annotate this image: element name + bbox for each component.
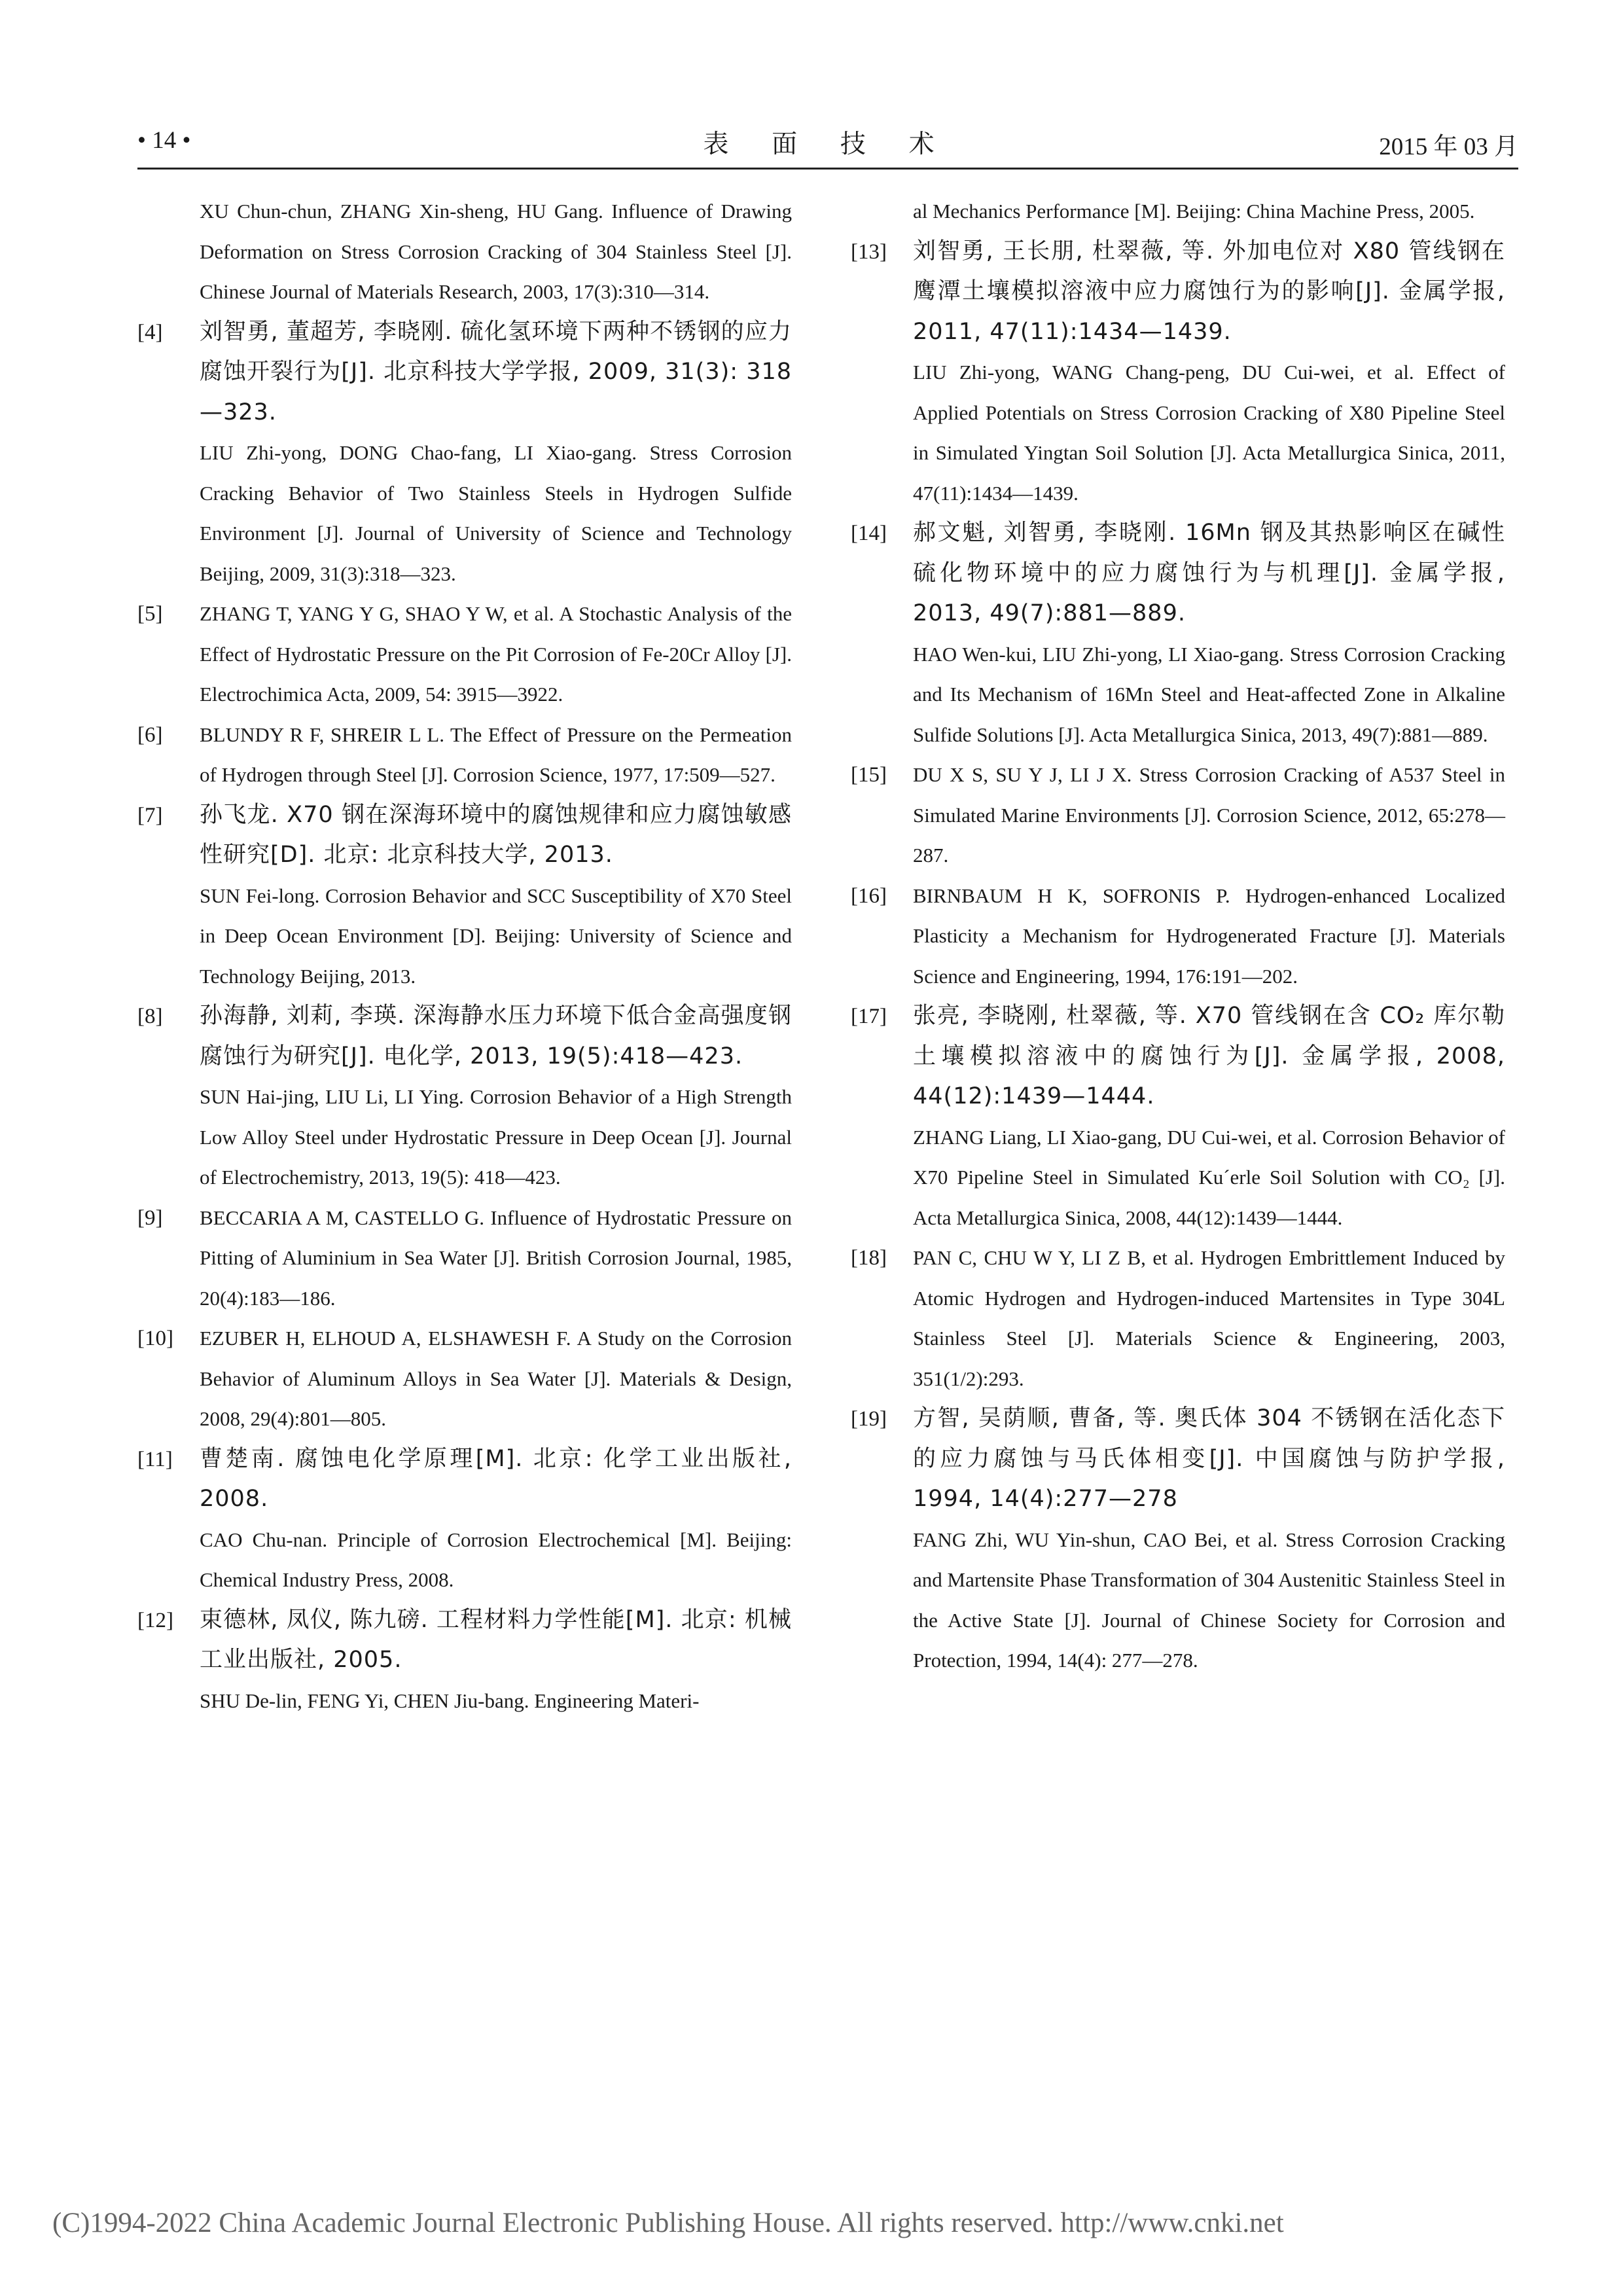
header-rule <box>137 168 1518 170</box>
reference-text-english: SHU De-lin, FENG Yi, CHEN Jiu-bang. Engineering Materi- <box>200 1689 700 1712</box>
reference-column-left <box>137 191 792 1721</box>
reference-text-english: ZHANG T, YANG Y G, SHAO Y W, et al. A Stochastic Analysis of the Effect of Hydrostatic Pressure on the Pit Corrosion of Fe-20Cr Alloy [J]. Electrochimica Acta, 2009, 54: 3915—3922. <box>200 602 792 706</box>
reference-entry <box>137 795 792 997</box>
reference-number: [7] <box>137 803 163 827</box>
reference-column-right <box>851 191 1505 1681</box>
reference-text-english: LIU Zhi-yong, DONG Chao-fang, LI Xiao-gang. Stress Corrosion Cracking Behavior of Two Stainless Steels in Hydrogen Sulfide Environment [J]. Journal of University of Science and Technology Beijing, 2009, 31(3):318—323. <box>200 441 792 585</box>
reference-text-chinese: 孙海静, 刘莉, 李瑛. 深海静水压力环境下低合金高强度钢腐蚀行为研究[J]. 电化学, 2013, 19(5):418—423. <box>200 1003 792 1069</box>
reference-text-english: XU Chun-chun, ZHANG Xin-sheng, HU Gang. Influence of Drawing Deformation on Stress Corrosion Cracking of 304 Stainless Steel [J]. Chinese Journal of Materials Research, 2003, 17(3):310—314. <box>200 200 792 303</box>
reference-text-english: DU X S, SU Y J, LI J X. Stress Corrosion Cracking of A537 Steel in Simulated Marine Environments [J]. Corrosion Science, 2012, 65:278—287. <box>913 763 1505 867</box>
reference-number: [19] <box>851 1407 887 1431</box>
reference-entry <box>137 1318 792 1439</box>
page-number: • 14 • <box>137 127 191 154</box>
reference-text-english: LIU Zhi-yong, WANG Chang-peng, DU Cui-wei, et al. Effect of Applied Potentials on Stress Corrosion Cracking of X80 Pipeline Steel in Simulated Yingtan Soil Solution [J]. Acta Metallurgica Sinica, 2011, 47(11):1434—1439. <box>913 361 1505 505</box>
reference-number: [4] <box>137 320 163 344</box>
reference-entry <box>137 1198 792 1319</box>
reference-text-english: FANG Zhi, WU Yin-shun, CAO Bei, et al. Stress Corrosion Cracking and Martensite Phase Transformation of 304 Austenitic Stainless Steel in the Active State [J]. Journal of Chinese Society for Corrosion and Protection, 1994, 14(4): 277—278. <box>913 1528 1505 1672</box>
reference-entry <box>137 1600 792 1721</box>
journal-title: 表 面 技 术 <box>703 130 953 158</box>
reference-text-chinese: 孙飞龙. X70 钢在深海环境中的腐蚀规律和应力腐蚀敏感性研究[D]. 北京: 北京科技大学, 2013. <box>200 801 792 868</box>
reference-entry <box>851 513 1505 755</box>
reference-entry <box>913 191 1505 232</box>
reference-text-english: HAO Wen-kui, LIU Zhi-yong, LI Xiao-gang. Stress Corrosion Cracking and Its Mechanism of 16Mn Steel and Heat-affected Zone in Alkaline Sulfide Solutions [J]. Acta Metallurgica Sinica, 2013, 49(7):881—889. <box>913 642 1505 746</box>
reference-number: [12] <box>137 1608 173 1632</box>
reference-number: [18] <box>851 1246 887 1270</box>
reference-text-chinese: 刘智勇, 王长朋, 杜翠薇, 等. 外加电位对 X80 管线钢在鹰潭土壤模拟溶液中应力腐蚀行为的影响[J]. 金属学报, 2011, 47(11):1434—1439. <box>913 238 1505 345</box>
reference-entry <box>851 232 1505 514</box>
page-header <box>137 121 1518 167</box>
reference-entry <box>137 312 792 594</box>
reference-entry <box>851 755 1505 876</box>
reference-entry <box>137 996 792 1198</box>
reference-entry <box>137 715 792 795</box>
reference-text-english: al Mechanics Performance [M]. Beijing: China Machine Press, 2005. <box>913 200 1475 223</box>
reference-entry <box>137 1439 792 1600</box>
reference-entry <box>200 191 792 312</box>
reference-number: [11] <box>137 1447 173 1471</box>
reference-entry <box>137 594 792 715</box>
reference-text-chinese: 郝文魁, 刘智勇, 李晓刚. 16Mn 钢及其热影响区在碱性硫化物环境中的应力腐蚀行为与机理[J]. 金属学报, 2013, 49(7):881—889. <box>913 520 1505 626</box>
reference-entry <box>851 1399 1505 1681</box>
reference-number: [16] <box>851 884 887 908</box>
reference-number: [6] <box>137 723 163 747</box>
reference-text-english: BLUNDY R F, SHREIR L L. The Effect of Pressure on the Permeation of Hydrogen through Steel [J]. Corrosion Science, 1977, 17:509—527. <box>200 723 792 786</box>
reference-text-english: SUN Hai-jing, LIU Li, LI Ying. Corrosion Behavior of a High Strength Low Alloy Steel under Hydrostatic Pressure in Deep Ocean [J]. Journal of Electrochemistry, 2013, 19(5): 418—423. <box>200 1085 792 1189</box>
reference-text-english: SUN Fei-long. Corrosion Behavior and SCC Susceptibility of X70 Steel in Deep Ocean Environment [D]. Beijing: University of Science and Technology Beijing, 2013. <box>200 884 792 988</box>
reference-entry <box>851 996 1505 1238</box>
reference-number: [8] <box>137 1005 163 1028</box>
reference-number: [13] <box>851 240 887 264</box>
reference-number: [9] <box>137 1206 163 1230</box>
reference-text-chinese: 束德林, 凤仪, 陈九磅. 工程材料力学性能[M]. 北京: 机械工业出版社, 2005. <box>200 1606 792 1673</box>
reference-number: [15] <box>851 763 887 787</box>
reference-number: [5] <box>137 602 163 626</box>
reference-number: [17] <box>851 1005 887 1028</box>
reference-text-chinese: 张亮, 李晓刚, 杜翠薇, 等. X70 管线钢在含 CO₂ 库尔勒土壤模拟溶液中的腐蚀行为[J]. 金属学报, 2008, 44(12):1439—1444. <box>913 1003 1505 1109</box>
reference-text-english: ZHANG Liang, LI Xiao-gang, DU Cui-wei, et al. Corrosion Behavior of X70 Pipeline Steel in Simulated Ku´erle Soil Solution with CO₂ [J]. Acta Metallurgica Sinica, 2008, 44(12):1439—1444. <box>913 1125 1505 1229</box>
reference-text-english: CAO Chu-nan. Principle of Corrosion Electrochemical [M]. Beijing: Chemical Industry Press, 2008. <box>200 1528 792 1591</box>
reference-text-chinese: 曹楚南. 腐蚀电化学原理[M]. 北京: 化学工业出版社, 2008. <box>200 1445 792 1512</box>
reference-text-english: PAN C, CHU W Y, LI Z B, et al. Hydrogen Embrittlement Induced by Atomic Hydrogen and Hydrogen-induced Martensites in Type 304L Stainless Steel [J]. Materials Science & Engineering, 2003, 351(1/2):293. <box>913 1246 1505 1390</box>
reference-number: [14] <box>851 522 887 545</box>
reference-entry <box>851 1238 1505 1399</box>
copyright-footer: (C)1994-2022 China Academic Journal Electronic Publishing House. All rights reserved. http://www.cnki.net <box>52 2208 1284 2238</box>
reference-text-english: BECCARIA A M, CASTELLO G. Influence of Hydrostatic Pressure on Pitting of Aluminium in Sea Water [J]. British Corrosion Journal, 1985, 20(4):183—186. <box>200 1206 792 1310</box>
reference-number: [10] <box>137 1327 173 1350</box>
issue-date: 2015 年 03 月 <box>1379 134 1518 160</box>
reference-text-english: BIRNBAUM H K, SOFRONIS P. Hydrogen-enhanced Localized Plasticity a Mechanism for Hydrogenerated Fracture [J]. Materials Science and Engineering, 1994, 176:191—202. <box>913 884 1505 988</box>
reference-text-english: EZUBER H, ELHOUD A, ELSHAWESH F. A Study on the Corrosion Behavior of Aluminum Alloys in Sea Water [J]. Materials & Design, 2008, 29(4):801—805. <box>200 1327 792 1430</box>
reference-entry <box>851 876 1505 997</box>
reference-text-chinese: 刘智勇, 董超芳, 李晓刚. 硫化氢环境下两种不锈钢的应力腐蚀开裂行为[J]. 北京科技大学学报, 2009, 31(3): 318—323. <box>200 318 792 425</box>
reference-text-chinese: 方智, 吴荫顺, 曹备, 等. 奥氏体 304 不锈钢在活化态下的应力腐蚀与马氏体相变[J]. 中国腐蚀与防护学报, 1994, 14(4):277—278 <box>913 1405 1505 1512</box>
